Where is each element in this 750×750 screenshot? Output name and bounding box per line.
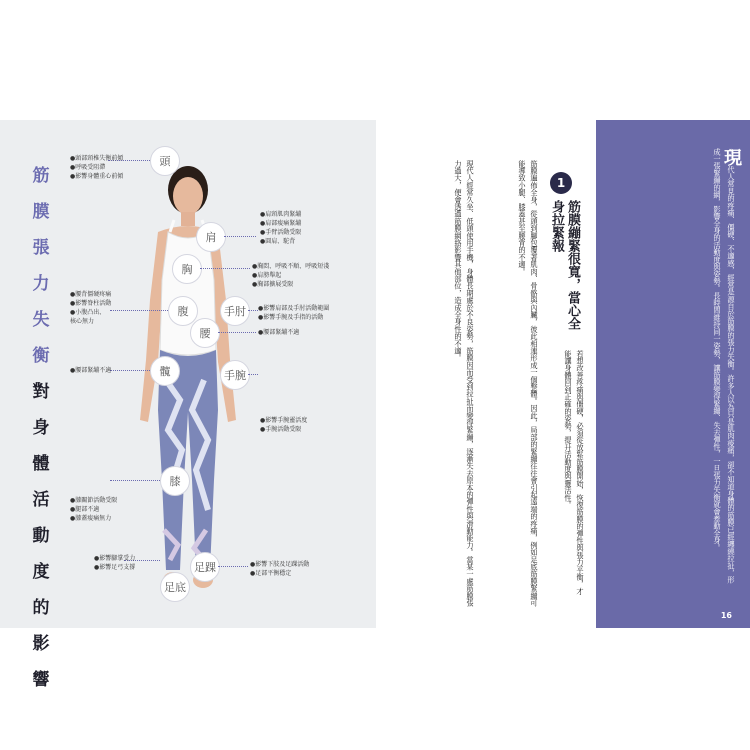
callout-text: ●影響肩部及手肘活動範圍: [258, 305, 330, 312]
callout-ankle: [250, 560, 309, 578]
elbow-label-circle: 手肘: [220, 296, 250, 326]
callout-text: ●腿部不適: [70, 506, 100, 513]
body-text-column: 現代人經常久坐、低頭使用手機，身體長期處於不良姿勢，筋膜因而受到拉扯而變得緊繃，逐漸失去原本的彈性與滑動能力。當某一處筋膜張力過大，便會透過筋膜網絡影響其他部位，造成全身性的不適。: [454, 160, 475, 607]
callout-text: ●影響脊柱活動: [70, 300, 112, 307]
title-char: 失: [32, 310, 50, 330]
callout-text: ●影響手腕靈活度: [260, 417, 308, 424]
chest-label-circle: 胸: [172, 254, 202, 284]
callout-knee: [70, 496, 117, 523]
title-char: 對: [32, 382, 50, 402]
callout-text: ●腰部緊繃不適: [70, 367, 112, 374]
connector-line: [110, 310, 168, 311]
body-text-column: 若想改善疼痛與僵硬，必須從放鬆筋膜開始，恢復筋膜的彈性與張力平衡，才能讓身體回到正確的姿勢，提升活動度與靈活性。: [564, 350, 585, 595]
callout-text: ●影響腳掌受力: [94, 555, 136, 562]
page-number: 16: [720, 611, 732, 620]
connector-line: [218, 566, 248, 567]
callout-chest: [252, 262, 329, 289]
callout-text: ●圓肩、駝背: [260, 238, 296, 245]
book-spread: [0, 120, 750, 690]
callout-wrist: [260, 416, 307, 434]
connector-line: [248, 310, 258, 311]
ankle-label-circle: 足踝: [190, 552, 220, 582]
sole-label-circle: 足底: [160, 572, 190, 602]
hip-label-circle: 髖: [150, 356, 180, 386]
callout-text: ●肩部痠痛緊繃: [260, 220, 302, 227]
callout-text: ●肩頸肌肉緊繃: [260, 211, 302, 218]
callout-text: ●腰背僵硬疼痛: [70, 291, 112, 298]
callout-head: [70, 154, 123, 181]
title-char: 活: [32, 490, 50, 510]
callout-text: 核心無力: [70, 318, 95, 325]
callout-abdomen: [70, 290, 111, 326]
title-char: 身: [32, 418, 50, 438]
title-char: 張: [32, 238, 50, 258]
title-char: 衡: [32, 346, 50, 366]
title-char: 體: [32, 454, 50, 474]
intro-body: 代人常見的疼痛、僵硬、不適感，經常是源自於筋膜的張力失衡。許多人以為只是肌肉痠痛，卻不知道身體的筋膜已經纏繞拉扯，形成一張緊繃的網，影響全身的活動度與姿勢。長時間維持同一姿勢，讓筋膜變得緊繃、失去彈性，一旦張力失衡就會牽動全身。: [713, 148, 736, 584]
title-char: 影: [32, 634, 50, 654]
callout-text: ●手腕活動受限: [260, 426, 302, 433]
body-text-column: 筋膜遍佈全身，從頭到腳包覆著肌肉、骨骼與內臟，彼此相連形成一個整體。因此，局部的緊繃往往會引起遠端的疼痛，例如足底筋膜緊繃可能導致小腿、膝蓋甚至腰背的不適。: [518, 160, 539, 607]
connector-line: [248, 374, 258, 375]
waist-label-circle: 腰: [190, 318, 220, 348]
callout-text: ●足部平衡穩定: [250, 570, 292, 577]
left-page: [0, 120, 376, 690]
callout-text: ●胸部擴展受限: [252, 281, 294, 288]
connector-line: [224, 236, 256, 237]
title-char: 響: [32, 670, 50, 690]
left-page-title: [30, 158, 52, 698]
callout-text: ●手臂活動受限: [260, 229, 302, 236]
callout-text: ●影響下肢及足踝活動: [250, 561, 310, 568]
shoulder-label-circle: 肩: [196, 222, 226, 252]
callout-text: ●影響足弓支撐: [94, 564, 136, 571]
title-char: 的: [32, 598, 50, 618]
title-char: 度: [32, 562, 50, 582]
callout-text: ●腰部緊繃不適: [258, 329, 300, 336]
head-label-circle: 頭: [150, 146, 180, 176]
intro-text: [710, 148, 742, 588]
callout-elbow: [258, 304, 329, 322]
callout-text: ●小腹凸出、: [70, 309, 106, 316]
callout-shoulder: [260, 210, 301, 246]
callout-waist: [258, 328, 299, 337]
callout-text: ●頭部頸椎失衡前傾: [70, 155, 124, 162]
connector-line: [110, 480, 160, 481]
right-page: [376, 120, 750, 628]
title-char: 筋: [32, 166, 50, 186]
wrist-label-circle: 手腕: [220, 360, 250, 390]
callout-text: ●膝關節活動受限: [70, 497, 118, 504]
callout-text: ●肩膀舉起: [252, 272, 282, 279]
callout-text: ●呼吸受阻滯: [70, 164, 106, 171]
title-char: 動: [32, 526, 50, 546]
callout-text: ●影響身體重心前傾: [70, 173, 124, 180]
section-number-badge: 1: [550, 172, 572, 194]
title-char: 膜: [32, 202, 50, 222]
abdomen-label-circle: 腹: [168, 296, 198, 326]
callout-hip: [70, 366, 111, 375]
callout-text: ●膝蓋痠痛無力: [70, 515, 112, 522]
knee-label-circle: 膝: [160, 466, 190, 496]
section-heading: 筋膜繃緊很寬，當心全身拉緊報: [549, 200, 580, 330]
connector-line: [218, 332, 256, 333]
intro-drop-cap: 現: [721, 148, 742, 166]
connector-line: [200, 268, 250, 269]
callout-text: ●胸悶、呼吸不順、呼吸短淺: [252, 263, 330, 270]
callout-sole: [94, 554, 135, 572]
connector-line: [110, 370, 150, 371]
intro-sidebar: [596, 120, 750, 628]
title-char: 力: [32, 274, 50, 294]
callout-text: ●影響手腕及手指的活動: [258, 314, 324, 321]
